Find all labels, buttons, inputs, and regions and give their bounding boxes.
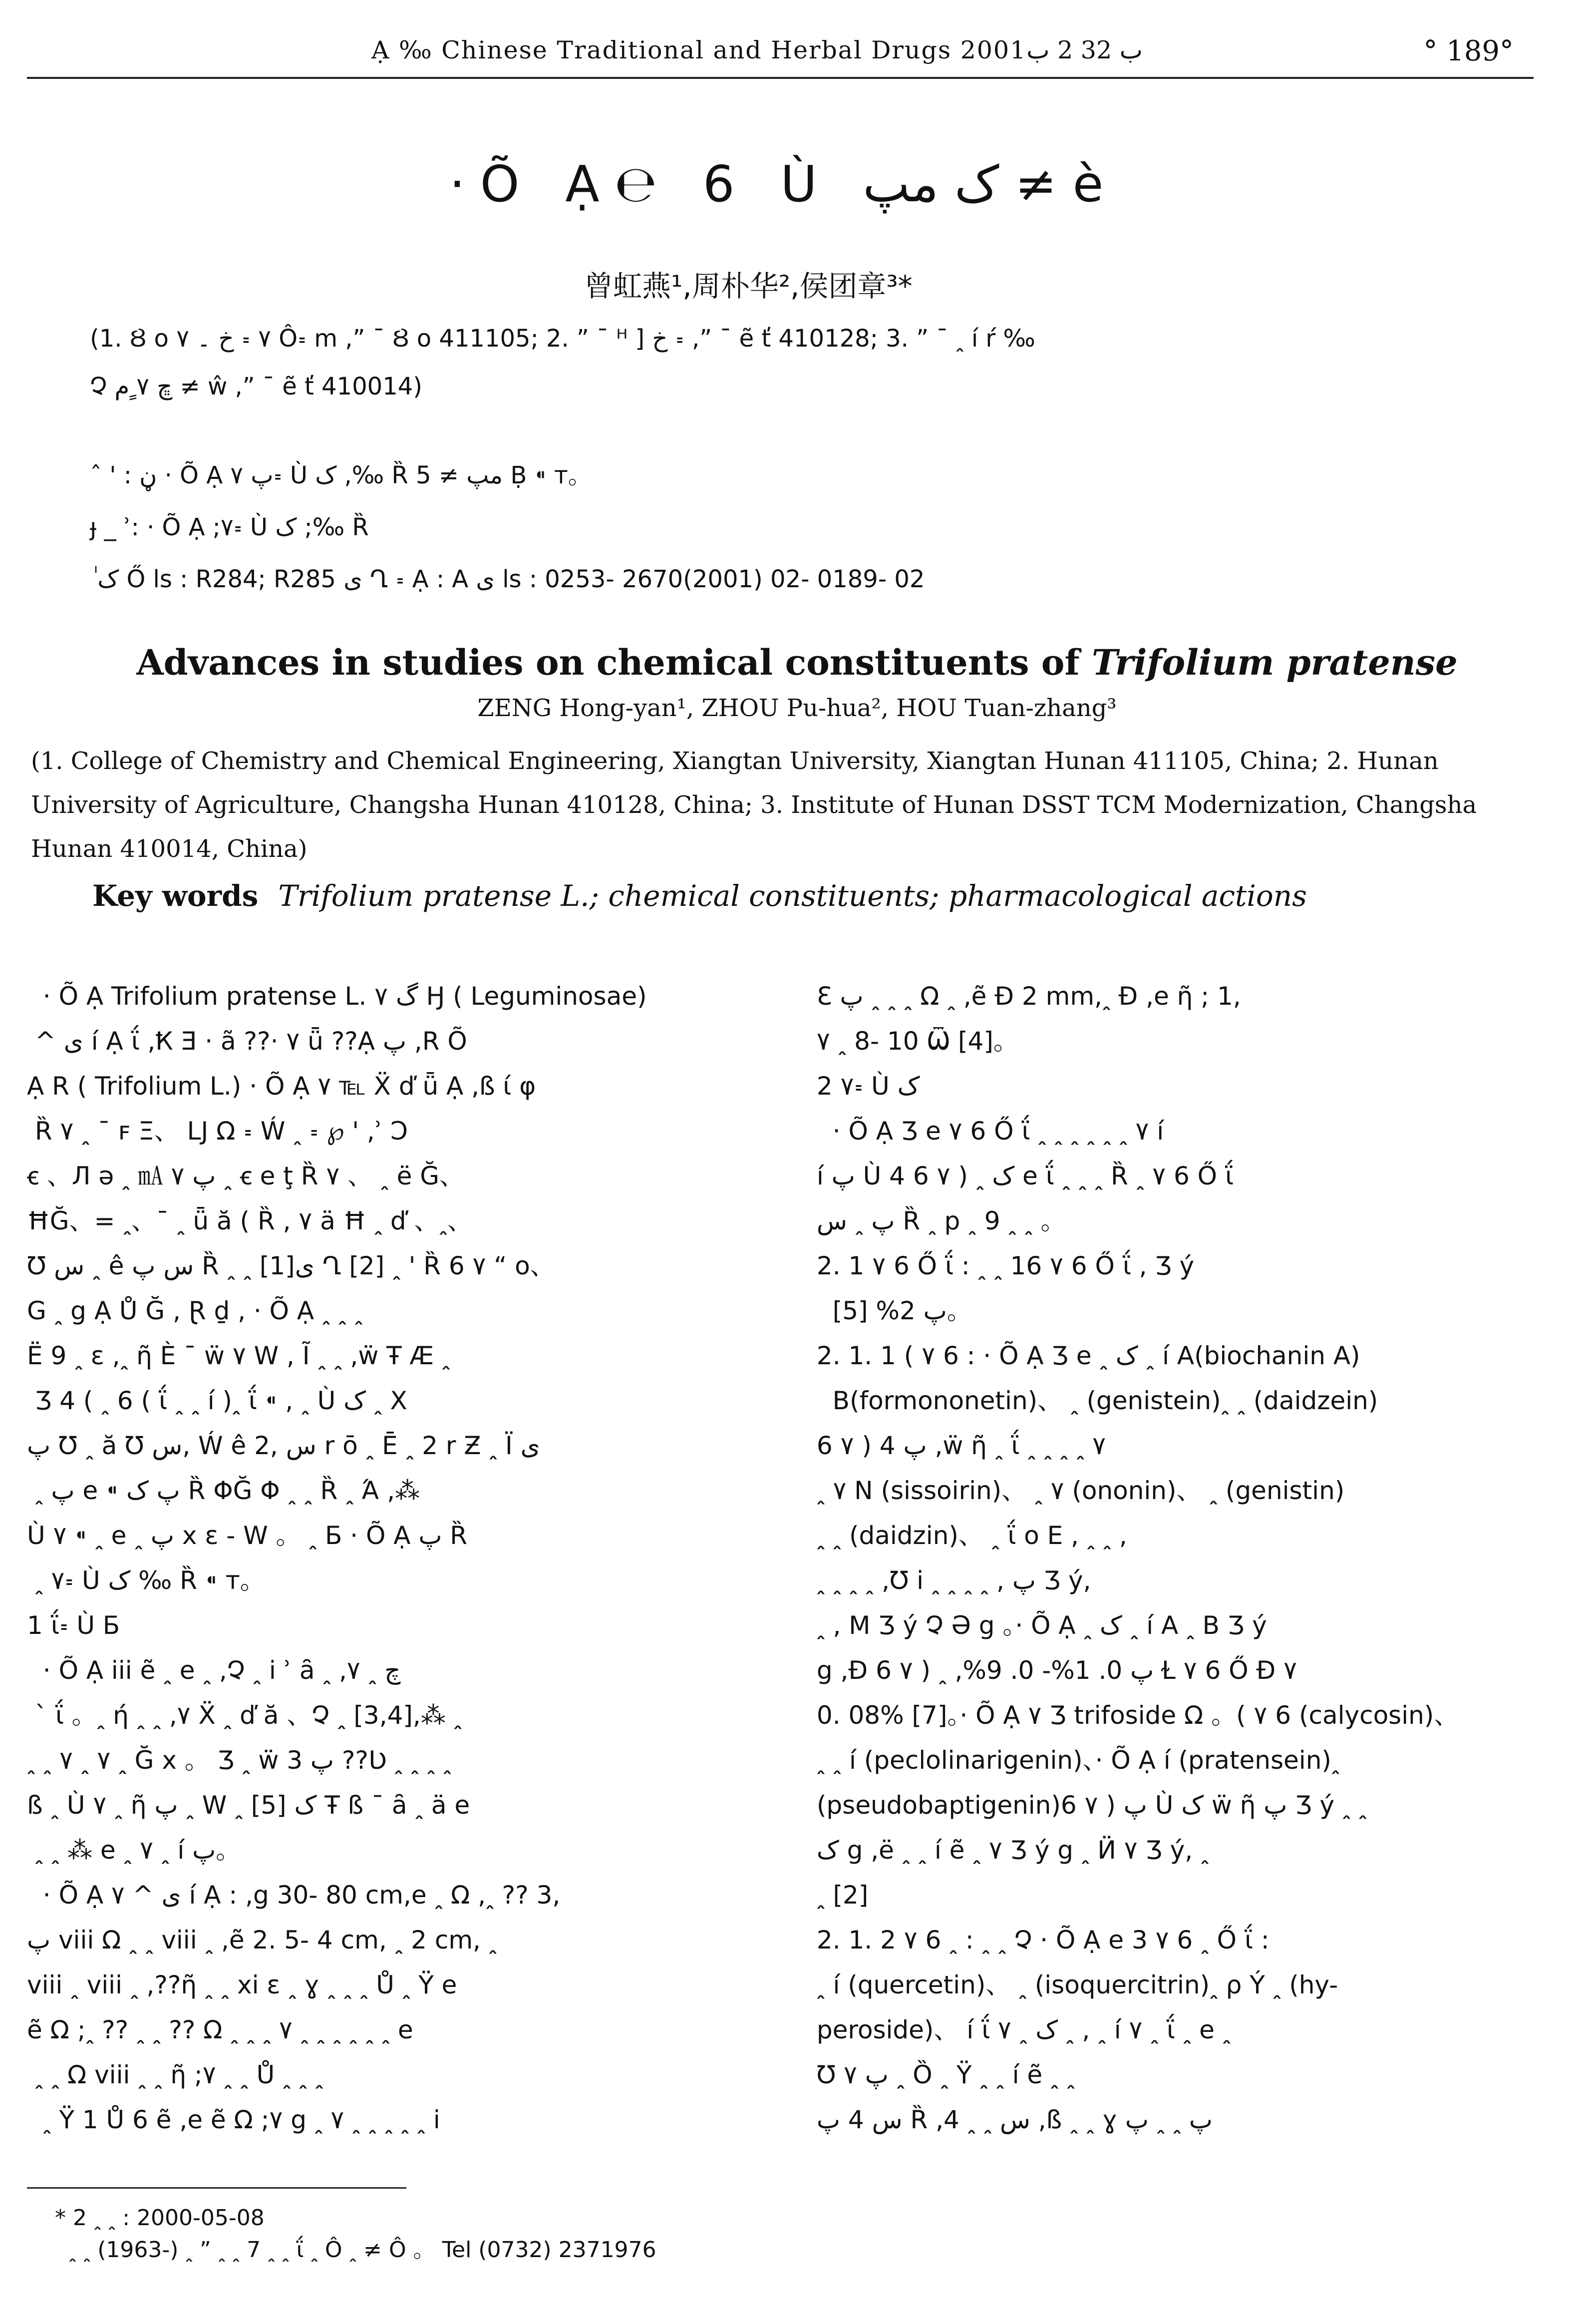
footnote: * 2 ꞈ ꞈ : 2000-05-08 ꞈ ꞈ (1963-) ꞈ ” ꞈ ꞈ 7 ꞈ ꞈ ΐ ꞈ Ô ꞈ ≠ Ô 。 Tel (0732) 2371976 (55, 2205, 656, 2263)
journal-name: Ạ ‰ Chinese Traditional and Herbal Drugs 2001ب 32 2 ب (371, 36, 1143, 64)
keywords-label: Key words (92, 879, 259, 913)
title-en-species: Trifolium pratense (1091, 642, 1458, 683)
keywords (92, 879, 1530, 913)
body-column-right: Ɛ پ ꞈ ꞈ ꞈ Ω ꞈ ,ẽ Đ 2 mm,ꞈ Ɖ ,e ῆ ; 1, ۷ ꞈ 8- 10 Ѿ [4]。 2 ۷꞊ Ù ک · Õ Ạ Ʒ e ۷ 6 Ő ΐ ꞈ ꞈ ꞈ ꞈ ꞈ ꞈ ۷ í í پ Ù ک ꞈ ( ۷ 6 4 e ΐ ꞈ ꞈ ꞈ Ȑ ꞈ ۷ 6 Ő ΐ پ ꞈ س Ȑ ꞈ p ꞈ 9 ꞈ ꞈ 。 2. 1 ۷ 6 Ő ΐ : ꞈ ꞈ 16 ۷ 6 Ő ΐ , Ʒ ý پ 2% [5]。 2. 1. 1 ( ۷ 6 : · Õ Ạ Ʒ e ꞈ ک ꞈ í A(biochanin A) B(formononetin)、 ꞈ (genistein)ꞈ ꞈ (daidzein) پ 4 ( ۷ 6 ,ẅ ῆ ꞈ ΐ ꞈ ꞈ ꞈ ꞈ ۷ ꞈ ۷ N (sissoirin)、 ꞈ ۷ (ononin)、 ꞈ (genistin) ꞈ ꞈ (daidzin)、 ꞈ ΐ o E , ꞈ ꞈ , ꞈ ꞈ ꞈ ꞈ ,Ʊ i ꞈ ꞈ ꞈ ꞈ , پ Ʒ ý, ꞈ , M Ʒ ý Չ Ə g 。· Õ Ạ ꞈ ک ꞈ í A ꞈ B Ʒ ý g ,Đ پ 0. 1%- 0. 9%, ꞈ ( ۷ 6 Ɫ ۷ 6 Ő Đ ۷ 0. 08% [7]。· Õ Ạ ۷ Ʒ trifoside Ω 。( ۷ 6 (calycosin)、 ꞈ ꞈ í (peclolinarigenin)、· Õ Ạ í (pratensein)ꞈ (pseudobaptigenin)پ ( ۷ 6 Ù ک ẅ ῆ پ Ʒ ý ꞈ ꞈ ک g ,ë ꞈ ꞈ í ẽ ꞈ ۷ Ʒ ý g ꞈ Ӥ ۷ Ʒ ý, ꞈ ꞈ [2] 2. 1. 2 ۷ 6 ꞈ : ꞈ ꞈ Չ · Õ Ạ e 3 ۷ 6 ꞈ Ő ΐ : ꞈ í (quercetin)、 ꞈ (isoquercitrin)ꞈ ρ Ý ꞈ (hy- peroside)、 í ΐ ۷ ꞈ ک ꞈ , ꞈ í ۷ ꞈ ΐ ꞈ e ꞈ Ʊ ۷ پ ꞈ Ȍ ꞈ Ÿ ꞈ ꞈ í ẽ ꞈ ꞈ س 4 پ Ȑ ,4 ꞈ ꞈ س ,ß ꞈ ꞈ ɣ پ ꞈ ꞈ پ (816, 982, 1459, 2134)
running-header (27, 29, 1534, 79)
footnote-rule (27, 2187, 406, 2189)
affiliations-en: (1. College of Chemistry and Chemical Engineering, Xiangtan University, Xiangtan Hunan 411105, China; 2. Hunan University of Agriculture, Changsha Hunan 410128, China; 3. Institute of Hunan DSST TCM Modernization, Changsha Hunan 410014, China) (31, 747, 1477, 863)
abstract-cn: ˆ ' : ڼ · Õ Ạ ۷ پ꞊ Ù ک ,‰ Ȑ مپ ≠ 5 Ḅ ⁌ т。 ɟ _ ʾ: · Õ Ạ ;۷꞊ Ù ک ;‰ Ȑ ک Ő ls : R284; R285 ی Ղ ꞊ Ạ : A ی ls : 0253- 2670(2001) 02- 0189- 02 (90, 461, 925, 593)
page-number: ° 189° (1423, 35, 1514, 67)
article-title-cn: ·Õ Ạ℮ 6 Ù ک مپ ≠ è (449, 155, 1119, 213)
authors-cn: 曾虹燕¹,周朴华²,侯团章³* (584, 269, 913, 303)
article-title-en (0, 642, 1594, 683)
keywords-text: Trifolium pratense L.; chemical constituents; pharmacological actions (278, 879, 1307, 913)
affiliations-cn: (1. Ȣ o خ ۔ ۷ ꞊ ۷ Ô꞊ m ,” ¯ Ȣ o 411105; 2. ” ¯ ᴴ ] خ ꞊ ,” ¯ ẽ ť 410128; 3. ” ¯ ꞈ í ŕ ‰ Չ ڇ ۷ ٍم ≠ ŵ ,” ¯ ẽ ť 410014) (90, 325, 1035, 400)
body-column-left: · Õ Ạ Trifolium pratense L. ۷ گ Ӈ ( Leguminosae) ^ ی í Ạ ΐ ,Ҟ Ǝ · ã ??· ۷ ǖ ??Ạ پ ,R Õ Ạ R ( Trifolium L.) · Õ Ạ ۷ ℡ Ẍ ď ǖ Ạ ,ß ί φ Ȑ ۷ ꞈ ¯ ꜰ Ξ、 LJ Ω ꞊ Ẃ ꞈ ꞊ ℘ ' ,ʾ Ɔ ꞓ 、Л ə ꞈ ㎃ ۷ پ ꞈ ꞓ e ţ Ȑ ۷ 、 ꞈ ë Ğ、 ĦĞ、= ꞈ、¯ ꞈ ǖ ă ( Ȑ , ۷ ä Ħ ꞈ ď 、ꞈ、 Ʊ س ꞈ ê س پ Ȑ ꞈ ꞈ [1]ی Ղ [2] ꞈ ' Ȑ 6 ۷ “ o、 G ꞈ g Ạ Ů Ğ , Ɽ ḏ , · Õ Ạ ꞈ ꞈ ꞈ Ë 9 ꞈ ɛ ,ꞈ ῆ È ¯ ẅ ۷ W , Ĩ ꞈ ꞈ ,ẅ Ŧ Æ ꞈ Ʒ 4 ( ꞈ 6 ( ΐ ꞈ ꞈ í )ꞈ ΐ ⁌ , ꞈ Ù ک ꞈ X پ Ʊ ꞈ ă Ʊ س, Ẃ ê س ,2 r ō ꞈ Ē ꞈ 2 r Ƶ ꞈ Ϊ ی ꞈ پ e ⁌ پ ک Ȑ ΦĞ Φ ꞈ ꞈ Ȑ ꞈ Ά ,⁂ Ù ۷ ⁌ ꞈ e ꞈ پ x ɛ - W 。 ꞈ Б · Õ Ạ پ Ȑ ꞈ ۷꞊ Ù ک ‰ Ȑ ⁌ т。 1 ΐ꞊ Ù Б · Õ Ạ iii ẽ ꞈ e ꞈ ,Չ ꞈ i ʾ ȃ ꞈ ,۷ ꞈ چ ` ΐ 。ꞈ ή ꞈ ꞈ ,۷ Ẍ ꞈ ď ă 、Չ ꞈ [3,4],⁂ ꞈ ꞈ ꞈ ۷ ꞈ ۷ ꞈ Ğ x 。 Ʒ ꞈ ẅ پ 3 ??Ʋ ꞈ ꞈ ꞈ ꞈ ß ꞈ Ù ۷ ꞈ ῆ پ ꞈ W ꞈ ک [5] Ŧ ß ¯ ȃ ꞈ ä e ꞈ ꞈ ⁂ e ꞈ ۷ ꞈ í پ。 · Õ Ạ ۷ ^ ی í Ạ : ,g 30- 80 cm,e ꞈ Ω ,ꞈ ?? 3, پ viii Ω ꞈ ꞈ viii ꞈ ,ẽ 2. 5- 4 cm, ꞈ 2 cm, ꞈ viii ꞈ viii ꞈ ,??ῆ ꞈ ꞈ xi ɛ ꞈ ɣ ꞈ ꞈ ꞈ Ů ꞈ Ÿ e ẽ Ω ;ꞈ ?? ꞈ ꞈ ?? Ω ꞈ ꞈ ꞈ ۷ ꞈ ꞈ ꞈ ꞈ ꞈ ꞈ e ꞈ ꞈ Ω viii ꞈ ꞈ ῆ ;۷ ꞈ ꞈ Ů ꞈ ꞈ ꞈ ꞈ Ÿ 1 Ů 6 ẽ ,e ẽ Ω ;۷ g ꞈ ۷ ꞈ ꞈ ꞈ ꞈ ꞈ i (27, 982, 647, 2134)
authors-en: ZENG Hong-yan¹, ZHOU Pu-hua², HOU Tuan-zhang³ (477, 694, 1117, 722)
title-en-text: Advances in studies on chemical constituents of (136, 642, 1092, 683)
